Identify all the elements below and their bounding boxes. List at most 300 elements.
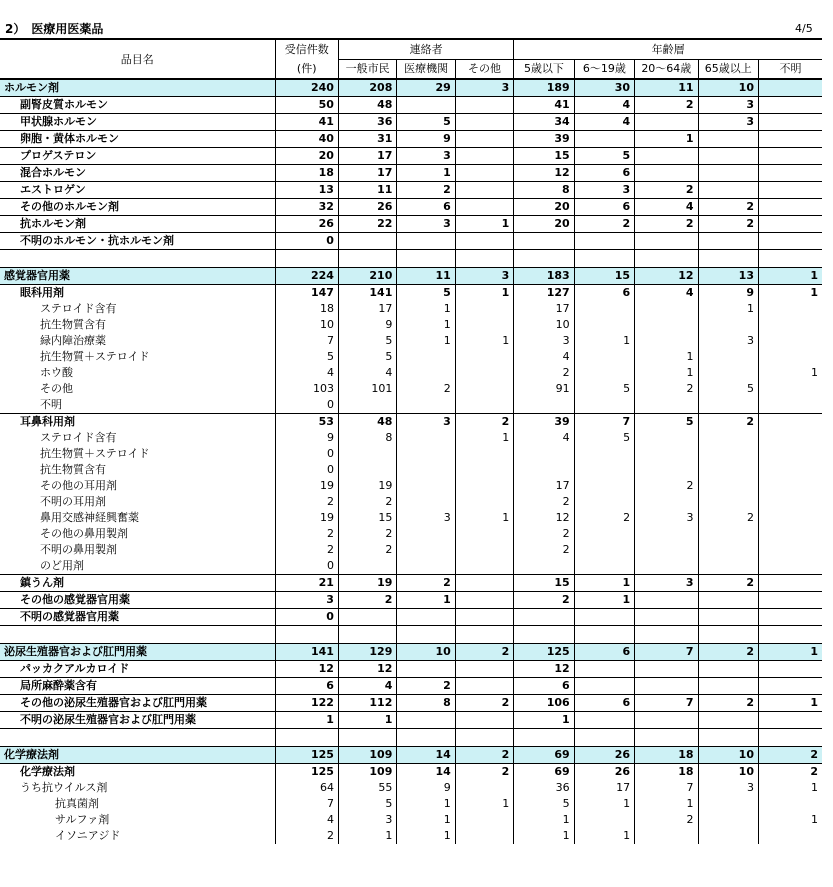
cell-value: 109 — [338, 764, 396, 781]
table-row — [0, 812, 822, 828]
cell-value — [635, 609, 698, 626]
cell-value — [698, 250, 758, 268]
cell-value: 41 — [514, 97, 574, 114]
cell-value: 7 — [275, 333, 338, 349]
row-label: 不明の鼻用製剤 — [40, 543, 117, 556]
cell-value: 17 — [338, 148, 396, 165]
cell-value — [455, 678, 513, 695]
row-label: 不明の耳用剤 — [40, 495, 106, 508]
cell-value: 30 — [574, 79, 634, 97]
row-label: ホルモン剤 — [4, 81, 59, 94]
cell-value — [455, 446, 513, 462]
cell-value: 34 — [514, 114, 574, 131]
table-row — [0, 268, 822, 285]
cell-value — [635, 678, 698, 695]
cell-value: 4 — [275, 365, 338, 381]
cell-value: 1 — [698, 301, 758, 317]
row-label: 感覚器官用薬 — [4, 269, 70, 282]
cell-value — [758, 526, 822, 542]
cell-value: 2 — [338, 592, 396, 609]
cell-value: 20 — [514, 216, 574, 233]
table-row — [0, 414, 822, 431]
cell-value: 5 — [397, 114, 455, 131]
cell-value: 6 — [514, 678, 574, 695]
cell-value — [758, 626, 822, 644]
cell-value — [698, 131, 758, 148]
cell-value: 3 — [397, 216, 455, 233]
cell-value — [635, 828, 698, 844]
cell-value: 10 — [698, 747, 758, 764]
cell-value: 2 — [635, 478, 698, 494]
cell-value: 2 — [275, 542, 338, 558]
cell-value: 2 — [698, 216, 758, 233]
cell-value: 101 — [338, 381, 396, 397]
cell-value — [635, 729, 698, 747]
cell-value — [397, 462, 455, 478]
cell-value — [698, 317, 758, 333]
cell-value: 26 — [275, 216, 338, 233]
statistics-table — [0, 38, 822, 844]
cell-value: 12 — [514, 510, 574, 526]
row-label: 抗生物質＋ステロイド — [40, 447, 150, 460]
received-count-header: 受信件数 — [275, 39, 338, 60]
cell-value: 26 — [338, 199, 396, 216]
cell-value — [758, 828, 822, 844]
cell-value: 9 — [397, 780, 455, 796]
cell-value: 1 — [758, 285, 822, 302]
cell-value: 3 — [698, 97, 758, 114]
cell-value — [455, 729, 513, 747]
cell-value: 19 — [275, 510, 338, 526]
cell-value: 10 — [514, 317, 574, 333]
cell-value — [698, 233, 758, 250]
cell-value: 2 — [514, 494, 574, 510]
cell-value: 1 — [635, 349, 698, 365]
cell-value — [514, 446, 574, 462]
cell-value: 2 — [698, 695, 758, 712]
cell-value — [758, 97, 822, 114]
item-name-header: 品目名 — [120, 52, 154, 66]
cell-value: 5 — [635, 414, 698, 431]
cell-value: 2 — [455, 644, 513, 661]
contact-public-header: 一般市民 — [338, 60, 396, 80]
cell-value: 2 — [698, 199, 758, 216]
cell-value — [574, 250, 634, 268]
row-label: 緑内障治療薬 — [40, 334, 106, 347]
table-row — [0, 558, 822, 575]
table-row — [0, 301, 822, 317]
cell-value — [635, 462, 698, 478]
cell-value: 3 — [338, 812, 396, 828]
table-row — [0, 233, 822, 250]
cell-value: 240 — [275, 79, 338, 97]
table-row — [0, 592, 822, 609]
cell-value: 2 — [455, 764, 513, 781]
cell-value — [698, 182, 758, 199]
cell-value — [338, 446, 396, 462]
cell-value — [635, 494, 698, 510]
cell-value — [455, 661, 513, 678]
cell-value: 2 — [455, 695, 513, 712]
row-label: 抗ホルモン剤 — [20, 217, 86, 230]
row-label: うち抗ウイルス剤 — [20, 781, 108, 794]
cell-value — [574, 478, 634, 494]
table-row — [0, 97, 822, 114]
cell-value: 9 — [275, 430, 338, 446]
cell-value: 2 — [275, 828, 338, 844]
cell-value: 2 — [338, 526, 396, 542]
table-row — [0, 575, 822, 592]
cell-value — [698, 148, 758, 165]
spacer-row — [0, 626, 822, 644]
cell-value: 5 — [338, 333, 396, 349]
cell-value — [574, 446, 634, 462]
cell-value: 1 — [514, 712, 574, 729]
cell-value: 6 — [574, 165, 634, 182]
table-row — [0, 644, 822, 661]
cell-value: 1 — [338, 712, 396, 729]
cell-value — [455, 712, 513, 729]
cell-value: 2 — [397, 182, 455, 199]
cell-value: 4 — [275, 812, 338, 828]
cell-value — [574, 609, 634, 626]
cell-value: 2 — [514, 526, 574, 542]
cell-value: 2 — [574, 216, 634, 233]
cell-value — [455, 592, 513, 609]
cell-value — [397, 542, 455, 558]
cell-value — [574, 494, 634, 510]
cell-value — [455, 397, 513, 414]
row-label: 不明 — [40, 398, 62, 411]
row-label: 化学療法剤 — [20, 765, 75, 778]
cell-value — [455, 301, 513, 317]
row-label: 化学療法剤 — [4, 748, 59, 761]
cell-value: 4 — [514, 430, 574, 446]
table-row — [0, 333, 822, 349]
cell-value: 3 — [275, 592, 338, 609]
cell-value — [455, 494, 513, 510]
row-label — [0, 250, 275, 268]
cell-value — [455, 575, 513, 592]
cell-value: 39 — [514, 414, 574, 431]
table-row — [0, 349, 822, 365]
row-label: イソニアジド — [55, 829, 121, 842]
cell-value: 1 — [397, 828, 455, 844]
cell-value — [397, 729, 455, 747]
cell-value: 141 — [338, 285, 396, 302]
cell-value — [758, 301, 822, 317]
cell-value: 1 — [574, 575, 634, 592]
cell-value: 4 — [574, 114, 634, 131]
table-row — [0, 182, 822, 199]
cell-value — [635, 333, 698, 349]
age-unknown-header: 不明 — [758, 60, 822, 80]
cell-value: 6 — [574, 695, 634, 712]
cell-value: 4 — [635, 285, 698, 302]
cell-value — [574, 542, 634, 558]
cell-value: 6 — [574, 644, 634, 661]
cell-value — [455, 626, 513, 644]
cell-value: 2 — [397, 381, 455, 397]
cell-value — [758, 478, 822, 494]
cell-value: 2 — [635, 97, 698, 114]
cell-value: 1 — [397, 165, 455, 182]
cell-value — [338, 462, 396, 478]
cell-value: 5 — [698, 381, 758, 397]
cell-value: 12 — [275, 661, 338, 678]
cell-value — [758, 182, 822, 199]
cell-value — [635, 317, 698, 333]
cell-value: 3 — [698, 114, 758, 131]
cell-value: 10 — [275, 317, 338, 333]
cell-value: 4 — [574, 97, 634, 114]
table-body — [0, 79, 822, 844]
cell-value: 40 — [275, 131, 338, 148]
cell-value: 29 — [397, 79, 455, 97]
table-row — [0, 712, 822, 729]
cell-value: 1 — [758, 780, 822, 796]
cell-value: 12 — [514, 661, 574, 678]
cell-value: 15 — [514, 575, 574, 592]
row-label: 甲状腺ホルモン — [20, 115, 97, 128]
cell-value: 5 — [574, 148, 634, 165]
cell-value: 3 — [514, 333, 574, 349]
cell-value: 10 — [698, 79, 758, 97]
row-label: ステロイド含有 — [40, 302, 117, 315]
cell-value — [758, 712, 822, 729]
cell-value — [635, 446, 698, 462]
cell-value — [698, 494, 758, 510]
cell-value: 208 — [338, 79, 396, 97]
cell-value: 6 — [574, 285, 634, 302]
cell-value — [758, 397, 822, 414]
row-label: ステロイド含有 — [40, 431, 117, 444]
cell-value: 1 — [397, 592, 455, 609]
cell-value: 7 — [275, 796, 338, 812]
table-row — [0, 678, 822, 695]
cell-value: 2 — [275, 494, 338, 510]
cell-value — [397, 712, 455, 729]
cell-value: 15 — [574, 268, 634, 285]
cell-value — [397, 349, 455, 365]
row-label: パッカクアルカロイド — [20, 662, 130, 675]
cell-value: 3 — [635, 510, 698, 526]
contact-group-header: 連絡者 — [338, 39, 513, 60]
cell-value: 3 — [455, 268, 513, 285]
cell-value: 36 — [514, 780, 574, 796]
cell-value: 11 — [635, 79, 698, 97]
cell-value — [698, 542, 758, 558]
row-label: 鼻用交感神経興奮薬 — [40, 511, 139, 524]
cell-value — [275, 626, 338, 644]
cell-value: 69 — [514, 747, 574, 764]
cell-value: 2 — [455, 747, 513, 764]
cell-value — [397, 494, 455, 510]
cell-value: 122 — [275, 695, 338, 712]
row-label — [0, 626, 275, 644]
cell-value — [397, 478, 455, 494]
cell-value: 7 — [635, 695, 698, 712]
cell-value: 2 — [514, 592, 574, 609]
cell-value — [574, 812, 634, 828]
cell-value — [574, 558, 634, 575]
cell-value: 2 — [698, 575, 758, 592]
cell-value — [455, 462, 513, 478]
row-label: 抗真菌剤 — [55, 797, 99, 810]
cell-value — [698, 446, 758, 462]
cell-value — [455, 148, 513, 165]
cell-value: 2 — [275, 526, 338, 542]
row-label: その他の泌尿生殖器官および肛門用薬 — [20, 696, 207, 709]
cell-value — [514, 729, 574, 747]
cell-value: 7 — [635, 780, 698, 796]
cell-value: 1 — [397, 796, 455, 812]
row-label: 混合ホルモン — [20, 166, 86, 179]
cell-value: 3 — [397, 148, 455, 165]
cell-value — [758, 592, 822, 609]
cell-value: 5 — [338, 349, 396, 365]
cell-value: 11 — [397, 268, 455, 285]
cell-value: 224 — [275, 268, 338, 285]
table-row — [0, 446, 822, 462]
cell-value — [574, 526, 634, 542]
cell-value: 1 — [397, 317, 455, 333]
cell-value — [338, 626, 396, 644]
cell-value — [455, 609, 513, 626]
cell-value: 4 — [635, 199, 698, 216]
age-under5-header: 5歳以下 — [514, 60, 574, 80]
cell-value: 1 — [574, 828, 634, 844]
cell-value — [455, 478, 513, 494]
cell-value — [698, 729, 758, 747]
cell-value — [635, 542, 698, 558]
cell-value: 2 — [635, 812, 698, 828]
cell-value — [635, 558, 698, 575]
table-row — [0, 317, 822, 333]
cell-value: 1 — [758, 644, 822, 661]
cell-value — [758, 349, 822, 365]
cell-value: 17 — [514, 301, 574, 317]
cell-value — [698, 609, 758, 626]
cell-value — [698, 812, 758, 828]
cell-value — [574, 349, 634, 365]
cell-value — [758, 216, 822, 233]
cell-value — [514, 250, 574, 268]
cell-value — [758, 729, 822, 747]
row-label: 眼科用剤 — [20, 286, 64, 299]
cell-value: 1 — [338, 828, 396, 844]
cell-value: 1 — [397, 301, 455, 317]
cell-value — [698, 592, 758, 609]
table-row — [0, 165, 822, 182]
cell-value: 11 — [338, 182, 396, 199]
cell-value — [455, 558, 513, 575]
age-20-64-header: 20～64歳 — [635, 60, 698, 80]
cell-value: 5 — [574, 381, 634, 397]
cell-value — [574, 317, 634, 333]
cell-value: 7 — [574, 414, 634, 431]
table-row — [0, 510, 822, 526]
cell-value: 14 — [397, 747, 455, 764]
cell-value: 7 — [635, 644, 698, 661]
cell-value — [574, 626, 634, 644]
cell-value: 1 — [758, 365, 822, 381]
table-row — [0, 216, 822, 233]
cell-value — [758, 575, 822, 592]
cell-value — [455, 131, 513, 148]
cell-value: 2 — [397, 575, 455, 592]
cell-value: 3 — [397, 510, 455, 526]
cell-value: 26 — [574, 764, 634, 781]
cell-value: 1 — [455, 216, 513, 233]
cell-value: 10 — [698, 764, 758, 781]
cell-value: 2 — [514, 542, 574, 558]
cell-value: 17 — [338, 165, 396, 182]
cell-value: 3 — [397, 414, 455, 431]
cell-value — [758, 462, 822, 478]
row-label: その他のホルモン剤 — [20, 200, 119, 213]
cell-value — [635, 592, 698, 609]
cell-value — [338, 558, 396, 575]
cell-value — [698, 828, 758, 844]
cell-value — [574, 301, 634, 317]
cell-value — [758, 414, 822, 431]
cell-value — [338, 233, 396, 250]
cell-value — [338, 397, 396, 414]
cell-value: 0 — [275, 446, 338, 462]
row-label: 抗生物質含有 — [40, 463, 106, 476]
cell-value: 36 — [338, 114, 396, 131]
spacer-row — [0, 729, 822, 747]
cell-value: 109 — [338, 747, 396, 764]
cell-value: 26 — [574, 747, 634, 764]
section-title: 2） 医療用医薬品 — [5, 22, 104, 36]
cell-value: 3 — [574, 182, 634, 199]
cell-value: 0 — [275, 558, 338, 575]
cell-value — [397, 446, 455, 462]
cell-value — [758, 494, 822, 510]
cell-value — [455, 199, 513, 216]
row-label — [0, 729, 275, 747]
cell-value: 17 — [338, 301, 396, 317]
cell-value: 2 — [635, 216, 698, 233]
cell-value — [397, 97, 455, 114]
row-label: エストロゲン — [20, 183, 86, 196]
row-label: その他の鼻用製剤 — [40, 527, 128, 540]
cell-value — [698, 165, 758, 182]
cell-value: 48 — [338, 414, 396, 431]
cell-value: 1 — [397, 333, 455, 349]
cell-value — [397, 558, 455, 575]
cell-value — [758, 233, 822, 250]
cell-value — [514, 397, 574, 414]
cell-value — [758, 333, 822, 349]
table-row — [0, 114, 822, 131]
row-label: ホウ酸 — [40, 366, 73, 379]
cell-value — [635, 165, 698, 182]
cell-value: 1 — [455, 796, 513, 812]
cell-value: 13 — [275, 182, 338, 199]
cell-value: 2 — [698, 644, 758, 661]
cell-value: 210 — [338, 268, 396, 285]
cell-value: 5 — [514, 796, 574, 812]
cell-value — [758, 79, 822, 97]
cell-value: 91 — [514, 381, 574, 397]
cell-value: 1 — [275, 712, 338, 729]
table-row — [0, 695, 822, 712]
cell-value — [698, 558, 758, 575]
cell-value: 17 — [574, 780, 634, 796]
